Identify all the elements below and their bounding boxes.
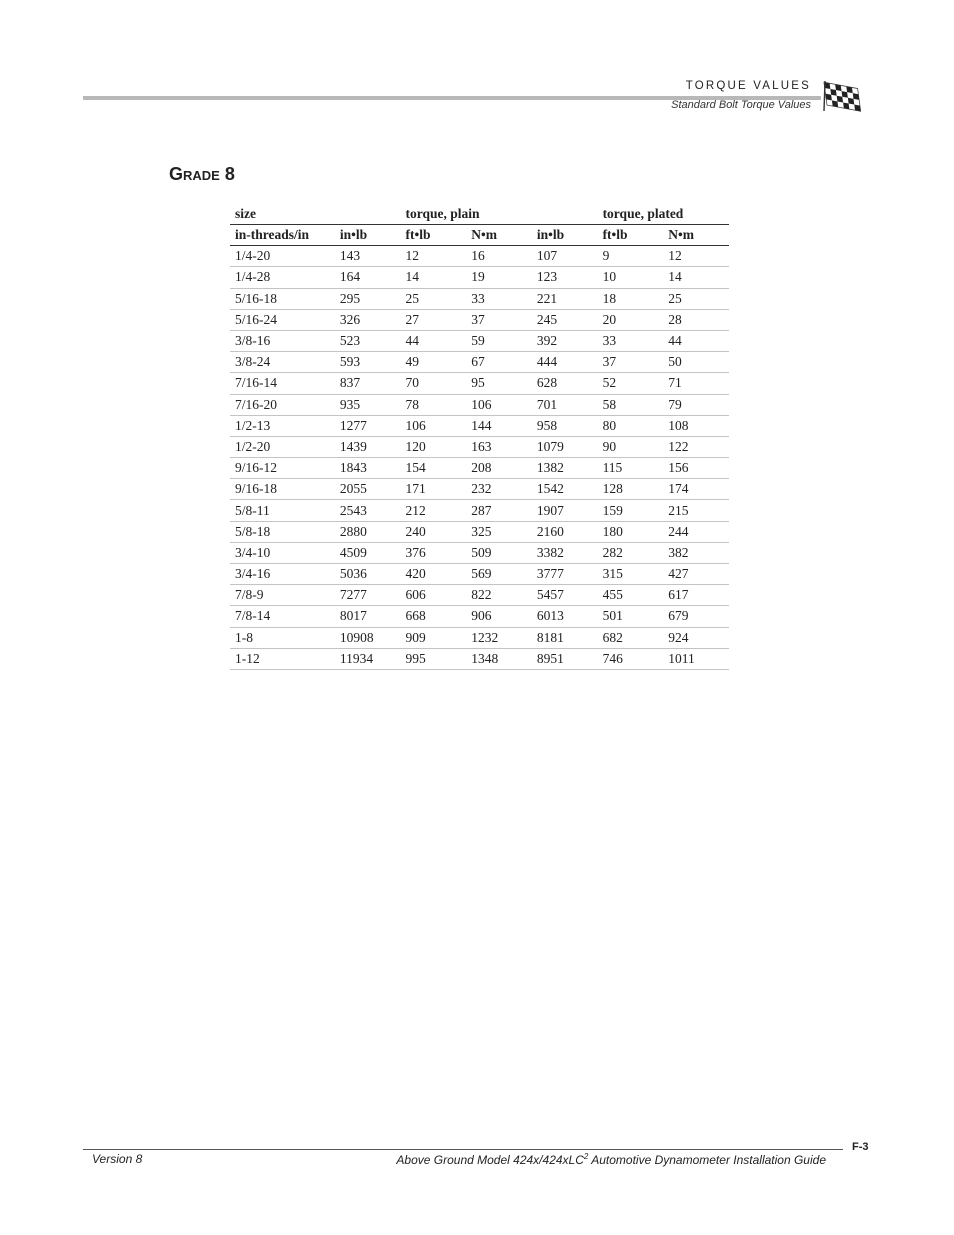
- torque-cell: 958: [532, 415, 598, 436]
- torque-cell: 3382: [532, 542, 598, 563]
- torque-cell: 837: [335, 373, 401, 394]
- torque-cell: 12: [401, 246, 467, 267]
- torque-cell: 569: [466, 564, 532, 585]
- torque-cell: 240: [401, 521, 467, 542]
- torque-cell: 44: [401, 330, 467, 351]
- torque-cell: 444: [532, 352, 598, 373]
- size-cell: 3/4-10: [230, 542, 335, 563]
- torque-cell: 455: [598, 585, 664, 606]
- torque-cell: 628: [532, 373, 598, 394]
- torque-cell: 2880: [335, 521, 401, 542]
- torque-cell: 679: [663, 606, 729, 627]
- torque-cell: 1907: [532, 500, 598, 521]
- torque-cell: 420: [401, 564, 467, 585]
- header-section-title: TORQUE VALUES: [685, 80, 811, 92]
- torque-cell: 95: [466, 373, 532, 394]
- torque-cell: 501: [598, 606, 664, 627]
- torque-cell: 1348: [466, 648, 532, 669]
- column-header: in•lb: [532, 225, 598, 246]
- size-cell: 1-8: [230, 627, 335, 648]
- torque-cell: 37: [466, 309, 532, 330]
- footer-version: Version 8: [92, 1152, 143, 1166]
- table-row: [230, 309, 729, 330]
- torque-cell: 244: [663, 521, 729, 542]
- torque-cell: 122: [663, 436, 729, 457]
- torque-cell: 935: [335, 394, 401, 415]
- torque-cell: 2055: [335, 479, 401, 500]
- size-cell: 3/4-16: [230, 564, 335, 585]
- size-cell: 5/8-18: [230, 521, 335, 542]
- torque-cell: 5457: [532, 585, 598, 606]
- group-header-row: [230, 202, 729, 225]
- torque-cell: 143: [335, 246, 401, 267]
- torque-cell: 6013: [532, 606, 598, 627]
- torque-cell: 180: [598, 521, 664, 542]
- size-cell: 5/16-18: [230, 288, 335, 309]
- size-cell: 3/8-24: [230, 352, 335, 373]
- torque-cell: 10908: [335, 627, 401, 648]
- torque-cell: 159: [598, 500, 664, 521]
- torque-cell: 1843: [335, 458, 401, 479]
- size-cell: 7/8-14: [230, 606, 335, 627]
- size-cell: 5/8-11: [230, 500, 335, 521]
- table-row: [230, 288, 729, 309]
- column-header: N•m: [663, 225, 729, 246]
- table-row: [230, 267, 729, 288]
- table-row: [230, 394, 729, 415]
- torque-cell: 315: [598, 564, 664, 585]
- torque-cell: 12: [663, 246, 729, 267]
- torque-cell: 1542: [532, 479, 598, 500]
- torque-cell: 9: [598, 246, 664, 267]
- torque-cell: 44: [663, 330, 729, 351]
- torque-cell: 80: [598, 415, 664, 436]
- torque-cell: 33: [466, 288, 532, 309]
- torque-table: [230, 202, 729, 670]
- size-cell: 1/2-13: [230, 415, 335, 436]
- column-header: in-threads/in: [230, 225, 335, 246]
- torque-cell: 120: [401, 436, 467, 457]
- size-cell: 5/16-24: [230, 309, 335, 330]
- size-cell: 1-12: [230, 648, 335, 669]
- torque-cell: 28: [663, 309, 729, 330]
- torque-cell: 1232: [466, 627, 532, 648]
- torque-cell: 58: [598, 394, 664, 415]
- column-header: ft•lb: [598, 225, 664, 246]
- table-row: [230, 330, 729, 351]
- size-cell: 7/16-20: [230, 394, 335, 415]
- torque-cell: 909: [401, 627, 467, 648]
- torque-cell: 174: [663, 479, 729, 500]
- guide-title-suffix: Automotive Dynamometer Installation Guide: [588, 1153, 826, 1167]
- column-header: ft•lb: [401, 225, 467, 246]
- torque-cell: 208: [466, 458, 532, 479]
- table-row: [230, 415, 729, 436]
- torque-cell: 27: [401, 309, 467, 330]
- torque-cell: 8951: [532, 648, 598, 669]
- torque-cell: 108: [663, 415, 729, 436]
- torque-cell: 19: [466, 267, 532, 288]
- torque-cell: 668: [401, 606, 467, 627]
- footer-rule: [83, 1149, 843, 1150]
- column-header-row: [230, 225, 729, 246]
- torque-cell: 376: [401, 542, 467, 563]
- torque-cell: 16: [466, 246, 532, 267]
- torque-cell: 282: [598, 542, 664, 563]
- section-title: Grade 8: [169, 164, 235, 184]
- torque-cell: 4509: [335, 542, 401, 563]
- torque-cell: 701: [532, 394, 598, 415]
- torque-cell: 509: [466, 542, 532, 563]
- torque-cell: 523: [335, 330, 401, 351]
- plated-group-header: torque, plated: [602, 206, 684, 221]
- torque-cell: 212: [401, 500, 467, 521]
- table-row: [230, 627, 729, 648]
- torque-cell: 1439: [335, 436, 401, 457]
- torque-cell: 144: [466, 415, 532, 436]
- torque-cell: 164: [335, 267, 401, 288]
- torque-cell: 593: [335, 352, 401, 373]
- size-cell: 3/8-16: [230, 330, 335, 351]
- table-row: [230, 479, 729, 500]
- table-row: [230, 585, 729, 606]
- torque-cell: 25: [663, 288, 729, 309]
- torque-cell: 746: [598, 648, 664, 669]
- torque-cell: 90: [598, 436, 664, 457]
- torque-cell: 245: [532, 309, 598, 330]
- torque-cell: 906: [466, 606, 532, 627]
- torque-cell: 37: [598, 352, 664, 373]
- torque-cell: 326: [335, 309, 401, 330]
- torque-cell: 67: [466, 352, 532, 373]
- torque-cell: 79: [663, 394, 729, 415]
- size-cell: 7/16-14: [230, 373, 335, 394]
- table-row: [230, 352, 729, 373]
- torque-cell: 78: [401, 394, 467, 415]
- torque-cell: 1382: [532, 458, 598, 479]
- torque-cell: 33: [598, 330, 664, 351]
- torque-cell: 682: [598, 627, 664, 648]
- torque-cell: 50: [663, 352, 729, 373]
- table-row: [230, 246, 729, 267]
- torque-cell: 232: [466, 479, 532, 500]
- torque-cell: 70: [401, 373, 467, 394]
- column-header: N•m: [466, 225, 532, 246]
- torque-cell: 18: [598, 288, 664, 309]
- torque-cell: 287: [466, 500, 532, 521]
- torque-cell: 106: [401, 415, 467, 436]
- torque-cell: 1079: [532, 436, 598, 457]
- torque-cell: 221: [532, 288, 598, 309]
- plain-group-header: torque, plain: [405, 206, 480, 221]
- torque-cell: 14: [663, 267, 729, 288]
- torque-cell: 59: [466, 330, 532, 351]
- table-row: [230, 542, 729, 563]
- size-cell: 1/4-20: [230, 246, 335, 267]
- guide-title-superscript: 2: [583, 1152, 589, 1161]
- torque-cell: 606: [401, 585, 467, 606]
- torque-cell: 2543: [335, 500, 401, 521]
- table-row: [230, 458, 729, 479]
- guide-title-prefix: Above Ground Model 424x/424xLC: [396, 1153, 584, 1167]
- size-cell: 9/16-18: [230, 479, 335, 500]
- torque-cell: 924: [663, 627, 729, 648]
- torque-cell: 8181: [532, 627, 598, 648]
- torque-cell: 1011: [663, 648, 729, 669]
- torque-cell: 2160: [532, 521, 598, 542]
- torque-table-body: [230, 246, 729, 670]
- table-row: [230, 606, 729, 627]
- torque-cell: 7277: [335, 585, 401, 606]
- torque-cell: 123: [532, 267, 598, 288]
- page-number: F-3: [852, 1141, 869, 1153]
- table-row: [230, 564, 729, 585]
- torque-cell: 14: [401, 267, 467, 288]
- size-cell: 1/2-20: [230, 436, 335, 457]
- torque-cell: 295: [335, 288, 401, 309]
- torque-cell: 427: [663, 564, 729, 585]
- checkered-flag-icon: [822, 77, 866, 113]
- torque-cell: 107: [532, 246, 598, 267]
- torque-cell: 392: [532, 330, 598, 351]
- table-row: [230, 436, 729, 457]
- torque-cell: 995: [401, 648, 467, 669]
- torque-cell: 49: [401, 352, 467, 373]
- torque-cell: 163: [466, 436, 532, 457]
- table-row: [230, 521, 729, 542]
- torque-cell: 8017: [335, 606, 401, 627]
- torque-cell: 382: [663, 542, 729, 563]
- size-cell: 7/8-9: [230, 585, 335, 606]
- torque-cell: 20: [598, 309, 664, 330]
- header-subtitle: Standard Bolt Torque Values: [671, 99, 811, 111]
- torque-cell: 156: [663, 458, 729, 479]
- torque-cell: 10: [598, 267, 664, 288]
- torque-cell: 3777: [532, 564, 598, 585]
- torque-cell: 128: [598, 479, 664, 500]
- footer-guide-title: [396, 1152, 826, 1167]
- torque-cell: 171: [401, 479, 467, 500]
- table-row: [230, 648, 729, 669]
- table-row: [230, 500, 729, 521]
- torque-cell: 25: [401, 288, 467, 309]
- size-cell: 9/16-12: [230, 458, 335, 479]
- torque-cell: 325: [466, 521, 532, 542]
- torque-cell: 1277: [335, 415, 401, 436]
- torque-cell: 822: [466, 585, 532, 606]
- torque-cell: 106: [466, 394, 532, 415]
- torque-cell: 11934: [335, 648, 401, 669]
- torque-cell: 52: [598, 373, 664, 394]
- table-row: [230, 373, 729, 394]
- torque-cell: 154: [401, 458, 467, 479]
- size-group-header: size: [235, 206, 256, 221]
- torque-cell: 115: [598, 458, 664, 479]
- size-cell: 1/4-28: [230, 267, 335, 288]
- torque-cell: 71: [663, 373, 729, 394]
- torque-cell: 215: [663, 500, 729, 521]
- torque-cell: 5036: [335, 564, 401, 585]
- torque-cell: 617: [663, 585, 729, 606]
- column-header: in•lb: [335, 225, 401, 246]
